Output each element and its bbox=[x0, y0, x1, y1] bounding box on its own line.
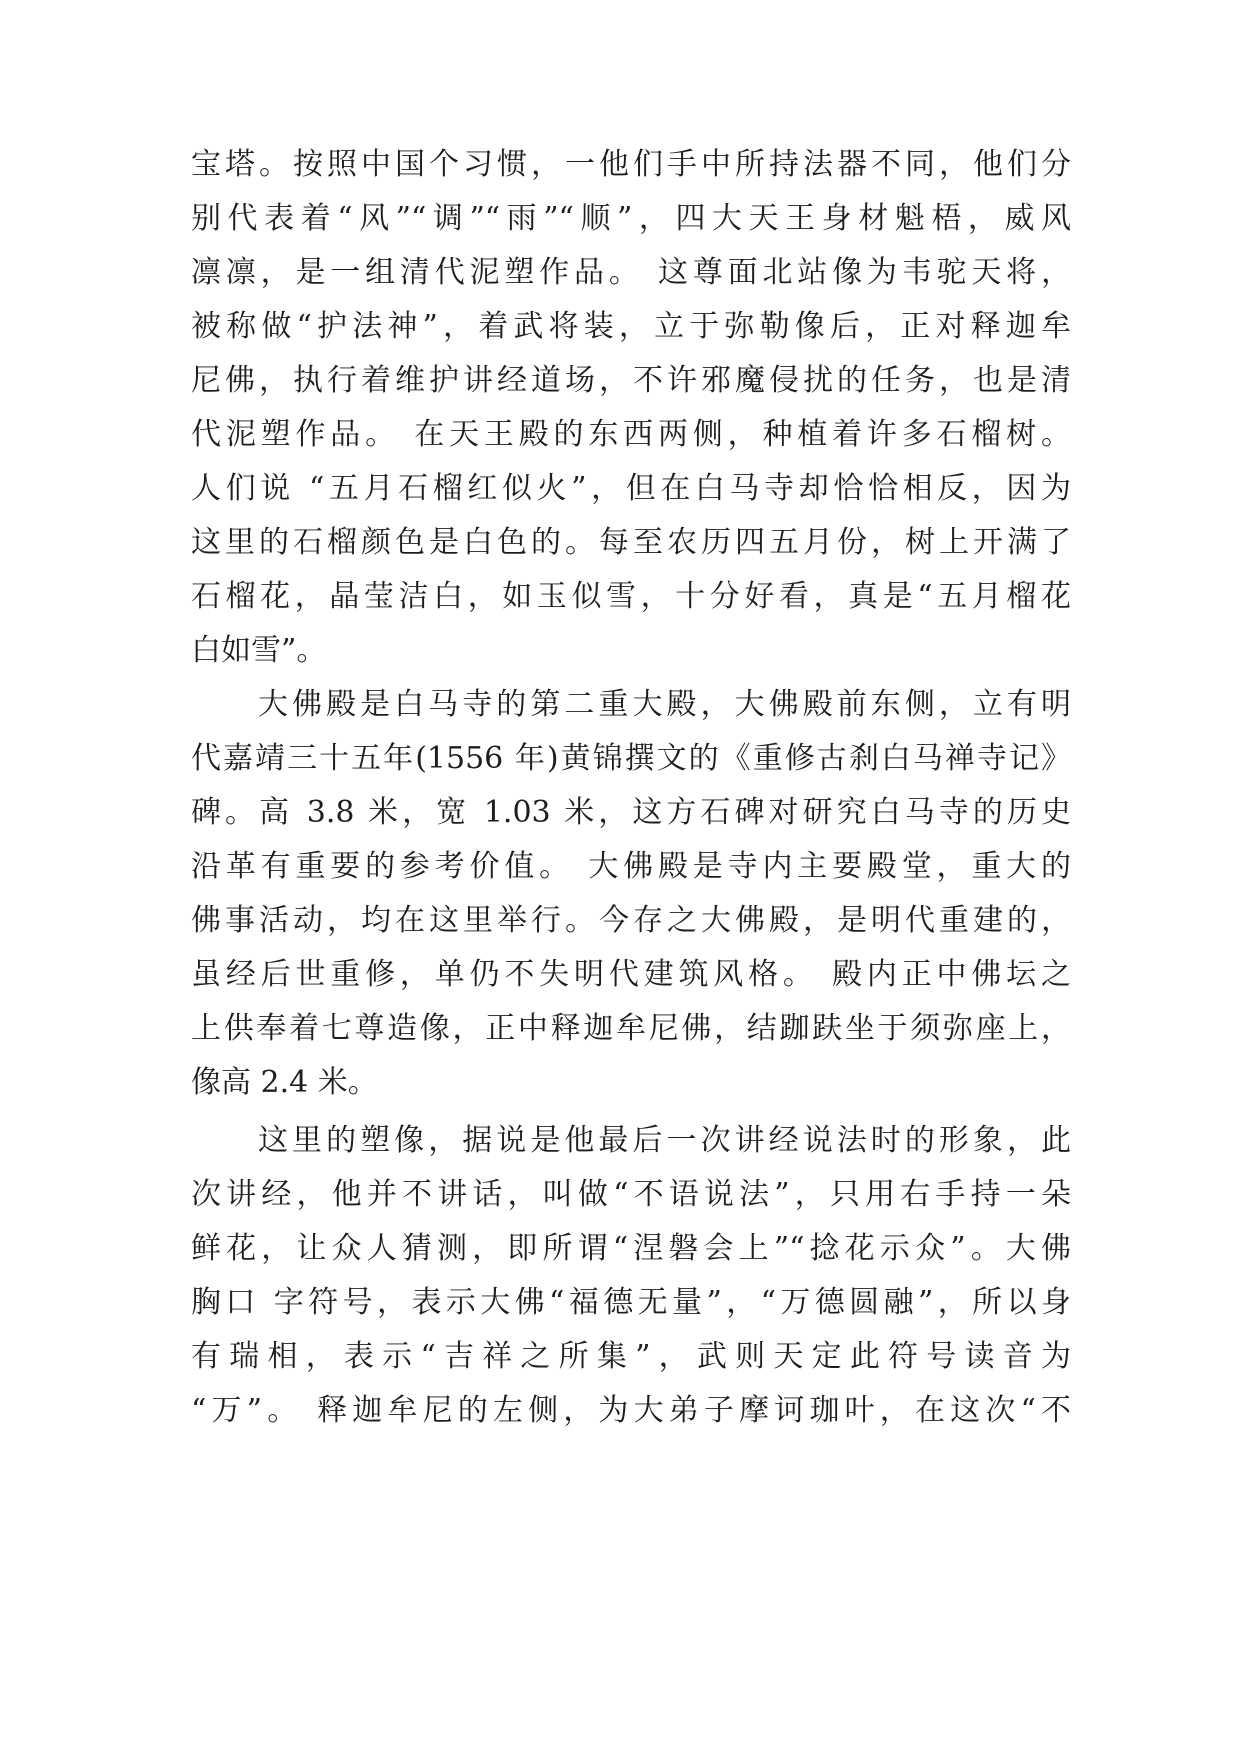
text-line: 碑。高 3.8 米，宽 1.03 米，这方石碑对研究白马寺的历史 bbox=[191, 795, 1071, 830]
text-line: 别代表着“风”“调”“雨”“顺”，四大天王身材魁梧，威风 bbox=[191, 201, 1071, 236]
text-line: 宝塔。按照中国个习惯，一他们手中所持法器不同，他们分 bbox=[191, 147, 1071, 182]
text-line: 尼佛，执行着维护讲经道场，不许邪魔侵扰的任务，也是清 bbox=[191, 363, 1071, 398]
text-line: 被称做“护法神”，着武将装，立于弥勒像后，正对释迦牟 bbox=[191, 309, 1071, 344]
text-line: 鲜花，让众人猜测，即所谓“涅磐会上”“捻花示众”。大佛 bbox=[191, 1231, 1071, 1266]
text-line: 次讲经，他并不讲话，叫做“不语说法”，只用右手持一朵 bbox=[191, 1177, 1071, 1212]
text-line: 代泥塑作品。 在天王殿的东西两侧，种植着许多石榴树。 bbox=[191, 417, 1071, 452]
text-line: 这里的塑像，据说是他最后一次讲经说法时的形象，此 bbox=[258, 1123, 1071, 1158]
text-line: 像高 2.4 米。 bbox=[191, 1065, 378, 1100]
text-line: 代嘉靖三十五年(1556 年)黄锦撰文的《重修古刹白马禅寺记》 bbox=[191, 741, 1071, 776]
text-line: 胸口 字符号，表示大佛“福德无量”，“万德圆融”，所以身 bbox=[191, 1285, 1071, 1320]
text-line: 佛事活动，均在这里举行。今存之大佛殿，是明代重建的， bbox=[191, 903, 1071, 938]
text-line: 沿革有重要的参考价值。 大佛殿是寺内主要殿堂，重大的 bbox=[191, 849, 1071, 884]
text-line: 大佛殿是白马寺的第二重大殿，大佛殿前东侧，立有明 bbox=[258, 687, 1071, 722]
text-line: 白如雪”。 bbox=[191, 633, 327, 668]
text-line: 人们说 “五月石榴红似火”，但在白马寺却恰恰相反，因为 bbox=[191, 471, 1071, 506]
text-line: 虽经后世重修，单仍不失明代建筑风格。 殿内正中佛坛之 bbox=[191, 957, 1071, 992]
text-line: “万”。 释迦牟尼的左侧，为大弟子摩诃珈叶，在这次“不 bbox=[191, 1393, 1071, 1428]
text-line: 上供奉着七尊造像，正中释迦牟尼佛，结跏趺坐于须弥座上， bbox=[191, 1011, 1071, 1046]
text-line: 凛凛，是一组清代泥塑作品。 这尊面北站像为韦驼天将， bbox=[191, 255, 1071, 290]
text-line: 石榴花，晶莹洁白，如玉似雪，十分好看，真是“五月榴花 bbox=[191, 579, 1071, 614]
text-line: 这里的石榴颜色是白色的。每至农历四五月份，树上开满了 bbox=[191, 525, 1071, 560]
text-line: 有瑞相，表示“吉祥之所集”，武则天定此符号读音为 bbox=[191, 1339, 1071, 1374]
